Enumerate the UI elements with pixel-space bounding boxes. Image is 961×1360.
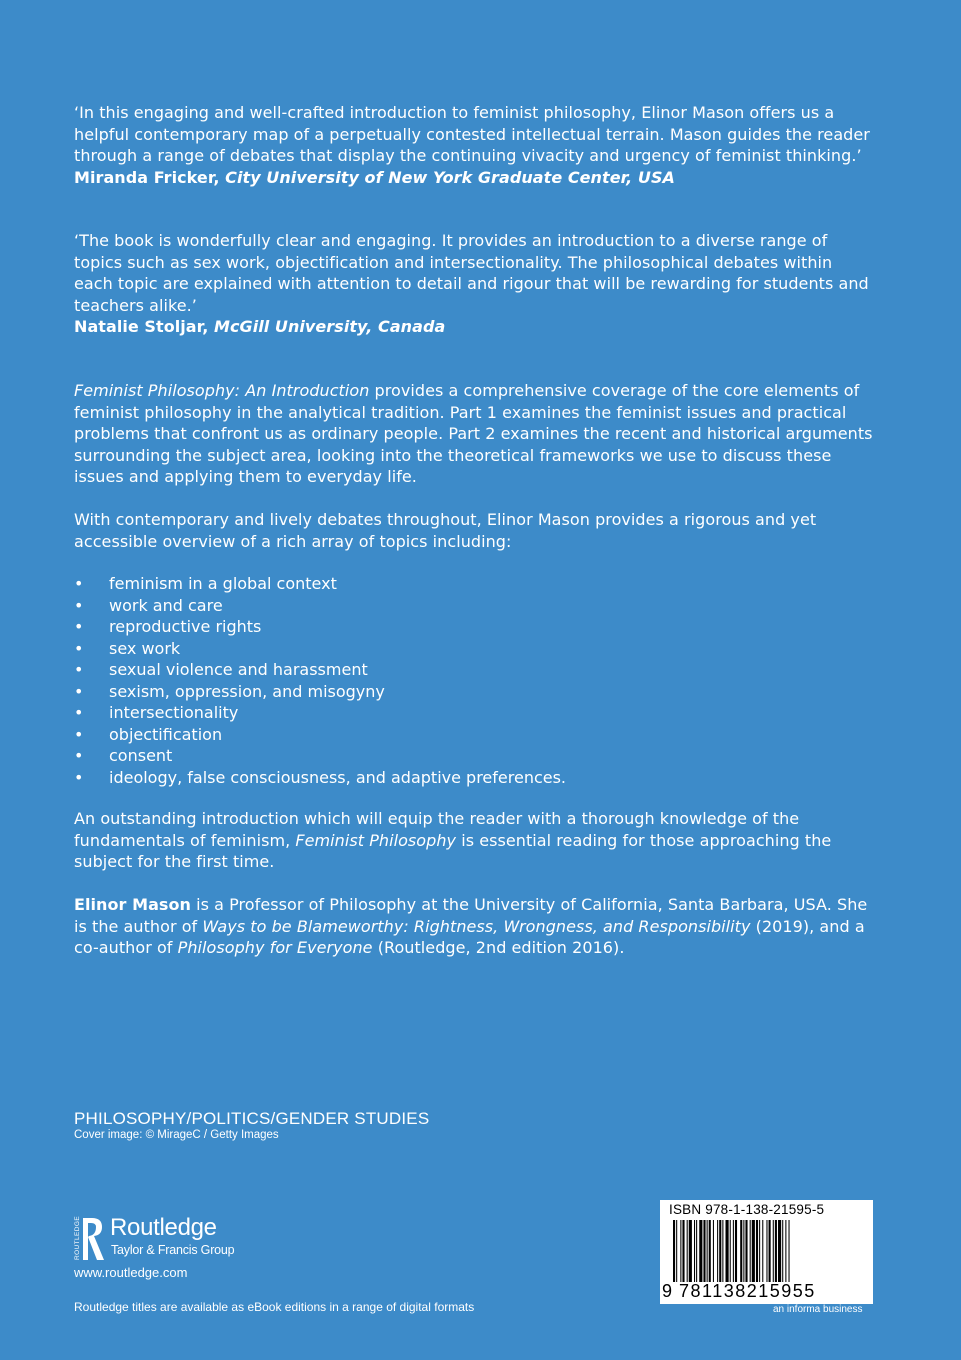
quote-2-author: Natalie Stoljar bbox=[74, 317, 203, 337]
endorsement-quote-2 bbox=[74, 230, 874, 338]
list-item: • reproductive rights bbox=[74, 617, 262, 636]
barcode-bars bbox=[669, 1220, 869, 1282]
bullet-icon: • bbox=[74, 638, 84, 658]
quote-2-affiliation: McGill University, Canada bbox=[214, 317, 446, 337]
informa-tagline: an informa business bbox=[773, 1304, 863, 1315]
list-item: • objectification bbox=[74, 724, 223, 744]
publisher-name: Routledge bbox=[110, 1214, 217, 1241]
bullet-icon: • bbox=[74, 681, 84, 701]
routledge-logo-icon bbox=[70, 1214, 106, 1262]
author-name: Elinor Mason bbox=[74, 895, 191, 914]
quote-1-text: ‘In this engaging and well-crafted introduction to feminist philosophy, Elinor Mason offers us a helpful contemporary map of a perpetually contested intellectual terrain. Mason guides the reader through a range of debates that display the continuing vivacity and urgency of feminist thinking.’ bbox=[74, 103, 870, 166]
bullet-icon: • bbox=[74, 574, 84, 593]
topics-lead: With contemporary and lively debates throughout, Elinor Mason provides a rigorous and yet accessible overview of a rich array of topics including: bbox=[74, 510, 817, 551]
quote-2-attribution: Natalie Stoljar, McGill University, Canada bbox=[74, 317, 446, 337]
topics-list bbox=[74, 573, 874, 788]
author-bio: Elinor Mason is a Professor of Philosophy at the University of California, Santa Barbara, USA. She is the author of Ways to be Blameworthy: Rightness, Wrongness, and Responsibility (2019), and a co-author of Philosophy for Everyone (Routledge, 2nd edition 2016). bbox=[74, 895, 868, 958]
list-item: • work and care bbox=[74, 595, 223, 615]
bullet-icon: • bbox=[74, 703, 84, 722]
publisher-logo bbox=[70, 1212, 270, 1262]
closing-book-title: Feminist Philosophy bbox=[295, 830, 457, 850]
isbn-label: ISBN 978-1-138-21595-5 bbox=[669, 1202, 825, 1217]
list-item: • sex work bbox=[74, 638, 181, 658]
quote-1-attribution: Miranda Fricker, City University of New York Graduate Center, USA bbox=[74, 167, 675, 187]
ebook-note: Routledge titles are available as eBook editions in a range of digital formats bbox=[74, 1300, 475, 1314]
list-item: • ideology, false consciousness, and adaptive preferences. bbox=[74, 767, 567, 787]
quote-1-author: Miranda Fricker bbox=[74, 167, 214, 187]
book-description-text: provides a comprehensive coverage of the core elements of feminist philosophy in the analytical tradition. Part 1 examines the feminist issues and practical problems that confront us as ordinary people. Part 2 examines the recent and historical arguments surrounding the subject area, looking into the theoretical frameworks we use to discuss these issues and applying them to everyday life. bbox=[74, 381, 873, 487]
book-description bbox=[74, 380, 874, 488]
subject-category: PHILOSOPHY/POLITICS/GENDER STUDIES bbox=[74, 1109, 430, 1128]
bullet-icon: • bbox=[74, 724, 84, 744]
book-title-italic: Feminist Philosophy: An Introduction bbox=[74, 381, 370, 400]
list-item: • sexual violence and harassment bbox=[74, 660, 368, 679]
bullet-icon: • bbox=[74, 746, 84, 765]
bullet-icon: • bbox=[74, 660, 84, 679]
bullet-icon: • bbox=[74, 767, 84, 787]
publisher-group: Taylor & Francis Group bbox=[111, 1243, 235, 1257]
bullet-icon: • bbox=[74, 595, 84, 615]
list-item: • intersectionality bbox=[74, 703, 239, 722]
endorsement-quote-1 bbox=[74, 102, 874, 188]
list-item: • consent bbox=[74, 746, 173, 765]
bullet-icon: • bbox=[74, 617, 84, 636]
isbn-barcode: ISBN 978-1-138-21595-5 9 781138215955 bbox=[660, 1200, 873, 1304]
bio-book-2: Philosophy for Everyone bbox=[177, 938, 373, 958]
quote-1-affiliation: City University of New York Graduate Center, USA bbox=[225, 167, 675, 187]
list-item: • sexism, oppression, and misogyny bbox=[74, 681, 385, 701]
quote-2-text: ‘The book is wonderfully clear and engaging. It provides an introduction to a diverse range of topics such as sex work, objectification and intersectionality. The philosophical debates within each topic are explained with attention to detail and rigour that will be rewarding for students and teachers alike.’ bbox=[74, 231, 869, 315]
closing-paragraph: An outstanding introduction which will equip the reader with a thorough knowledge of the fundamentals of feminism, Feminist Philosophy is essential reading for those approaching the subject for the first time. bbox=[74, 809, 832, 872]
bio-book-1: Ways to be Blameworthy: Rightness, Wrongness, and Responsibility bbox=[202, 916, 751, 936]
list-item: • feminism in a global context bbox=[74, 574, 337, 593]
svg-text:ROUTLEDGE: ROUTLEDGE bbox=[74, 1215, 81, 1260]
cover-credit: Cover image: © MirageC / Getty Images bbox=[74, 1129, 279, 1141]
publisher-url[interactable]: www.routledge.com bbox=[74, 1265, 188, 1280]
